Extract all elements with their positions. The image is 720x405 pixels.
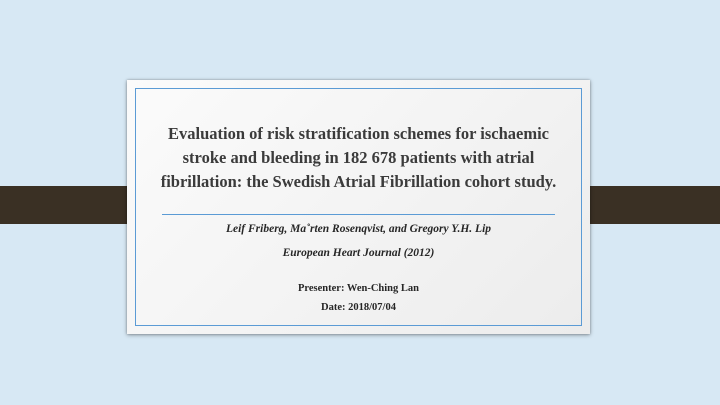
presenter-line: Presenter: Wen-Ching Lan (298, 283, 419, 294)
journal-citation: European Heart Journal (2012) (282, 247, 435, 259)
slide-title: Evaluation of risk stratification schemes for ischaemic stroke and bleeding in 182 678 patients with atrial fibrillation: the Swedish Atrial Fibrillation cohort study. (160, 124, 557, 191)
decorative-bar-left (0, 186, 142, 224)
title-card (127, 80, 590, 334)
author-list: Leif Friberg, Ma˚rten Rosenqvist, and Gregory Y.H. Lip (225, 223, 492, 235)
title-card-frame (135, 88, 582, 326)
date-line: Date: 2018/07/04 (321, 302, 396, 313)
decorative-bar-right (576, 186, 720, 224)
title-divider (162, 214, 555, 215)
